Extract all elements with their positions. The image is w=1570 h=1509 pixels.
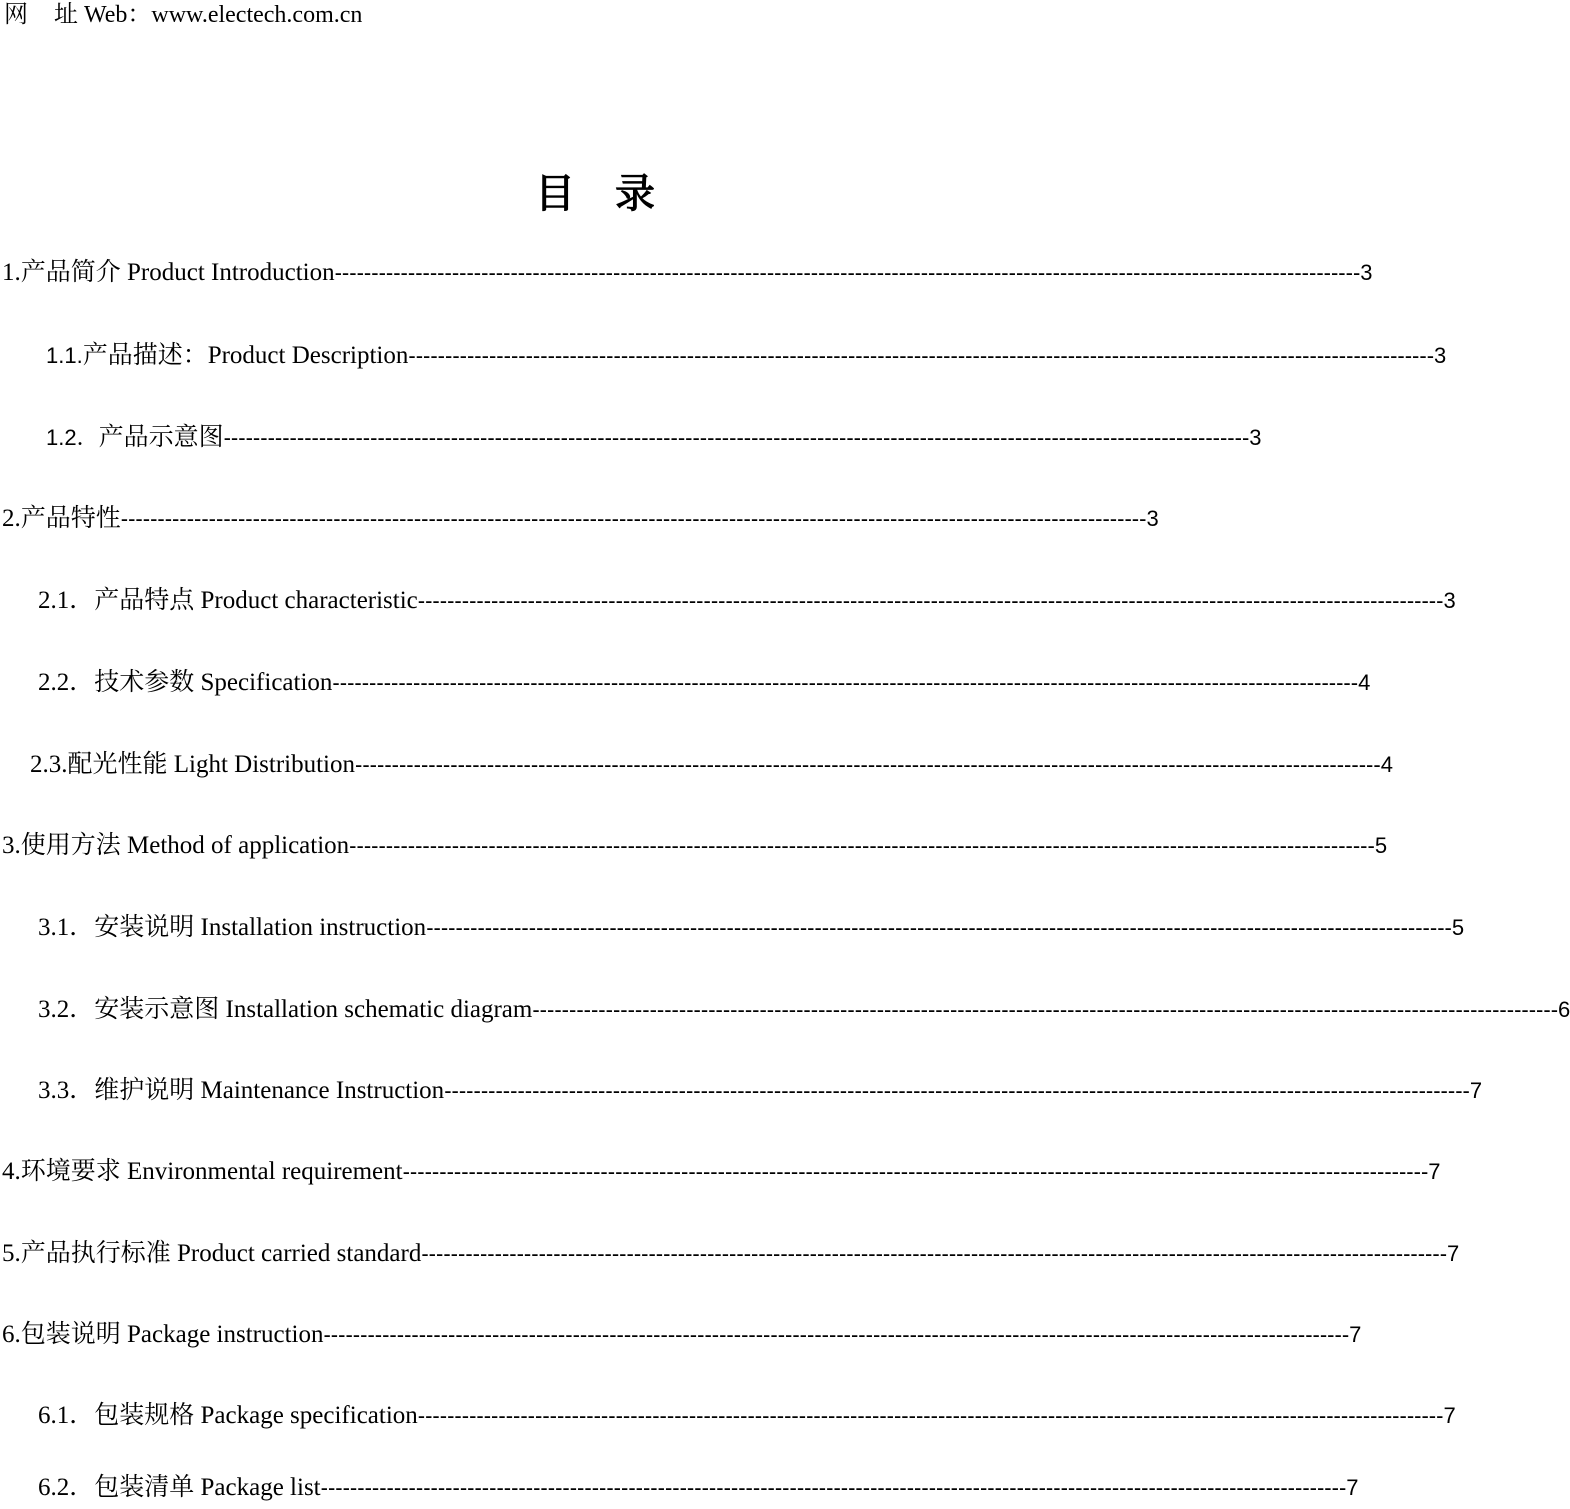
toc-dot-leader: -------------------------------------------------------------------------------------------------------------------------------------------- [323, 1322, 1350, 1347]
toc-entry[interactable] [2, 1237, 1460, 1271]
toc-entry[interactable] [46, 421, 1262, 455]
toc-entry-text: 安装示意图 Installation schematic diagram [94, 996, 533, 1023]
toc-dot-leader: -------------------------------------------------------------------------------------------------------------------------------------------- [223, 425, 1250, 450]
toc-entry-number: 1.2． [46, 425, 99, 450]
toc-entry-number: 2.2． [38, 669, 95, 696]
toc-entry-page: 3 [1360, 260, 1373, 285]
toc-dot-leader: -------------------------------------------------------------------------------------------------------------------------------------------- [408, 343, 1435, 368]
toc-dot-leader: -------------------------------------------------------------------------------------------------------------------------------------------- [334, 260, 1361, 285]
toc-entry-text: 产品示意图 [98, 424, 224, 451]
toc-dot-leader: -------------------------------------------------------------------------------------------------------------------------------------------- [421, 1241, 1448, 1266]
toc-entry-number: 6. [2, 1321, 21, 1348]
toc-entry[interactable] [38, 911, 1465, 945]
toc-entry[interactable] [38, 1399, 1456, 1433]
toc-dot-leader: -------------------------------------------------------------------------------------------------------------------------------------------- [355, 752, 1381, 777]
toc-entry-number: 6.1． [38, 1402, 95, 1429]
toc-entry-page: 7 [1428, 1159, 1441, 1184]
toc-dot-leader: -------------------------------------------------------------------------------------------------------------------------------------------- [444, 1078, 1470, 1103]
toc-entry-page: 4 [1380, 752, 1393, 777]
toc-entry[interactable] [2, 1155, 1441, 1189]
toc-entry-page: 7 [1349, 1322, 1362, 1347]
toc-entry-text: 产品执行标准 Product carried standard [20, 1240, 422, 1267]
toc-entry-text: 使用方法 Method of application [20, 832, 350, 859]
toc-entry[interactable] [2, 1318, 1362, 1352]
toc-dot-leader: -------------------------------------------------------------------------------------------------------------------------------------------- [417, 588, 1444, 613]
toc-entry[interactable] [2, 256, 1373, 290]
toc-entry-number: 3.2． [38, 996, 95, 1023]
toc-entry-text: 包装说明 Package instruction [20, 1321, 324, 1348]
toc-entry-page: 3 [1146, 506, 1159, 531]
toc-entry-number: 1.1. [46, 343, 83, 368]
toc-entry-text: 维护说明 Maintenance Instruction [94, 1077, 445, 1104]
toc-entry-page: 7 [1443, 1403, 1456, 1428]
toc-entry[interactable] [38, 666, 1371, 700]
toc-dot-leader: -------------------------------------------------------------------------------------------------------------------------------------------- [417, 1403, 1444, 1428]
toc-entry-text: 产品描述：Product Description [82, 342, 409, 369]
toc-dot-leader: -------------------------------------------------------------------------------------------------------------------------------------------- [120, 506, 1147, 531]
toc-entry-text: 技术参数 Specification [94, 669, 333, 696]
toc-entry-page: 4 [1358, 670, 1371, 695]
toc-entry-page: 6 [1558, 997, 1570, 1022]
website-label-part1: 网 [4, 2, 28, 28]
toc-entry-number: 6.2． [38, 1474, 95, 1501]
toc-entry-page: 5 [1374, 833, 1388, 858]
toc-entry[interactable] [38, 993, 1570, 1027]
toc-dot-leader: -------------------------------------------------------------------------------------------------------------------------------------------- [426, 915, 1452, 940]
toc-entry-number: 3.3． [38, 1077, 95, 1104]
toc-entry-text: 配光性能 Light Distribution [67, 751, 356, 778]
toc-dot-leader: -------------------------------------------------------------------------------------------------------------------------------------------- [349, 833, 1375, 858]
toc-entry-page: 7 [1447, 1241, 1460, 1266]
toc-entry-number: 3. [2, 832, 21, 859]
toc-entry-page: 7 [1469, 1078, 1483, 1103]
toc-entry-number: 3.1． [38, 914, 95, 941]
toc-dot-leader: -------------------------------------------------------------------------------------------------------------------------------------------- [532, 997, 1559, 1022]
toc-entry-number: 4. [2, 1158, 21, 1185]
toc-entry[interactable] [46, 339, 1447, 373]
toc-entry[interactable] [2, 829, 1388, 863]
toc-entry-number: 2.1． [38, 587, 95, 614]
toc-entry[interactable] [2, 502, 1159, 536]
toc-entry-number: 2. [2, 505, 21, 532]
toc-title-char1: 目 [535, 171, 575, 217]
toc-dot-leader: -------------------------------------------------------------------------------------------------------------------------------------------- [320, 1475, 1347, 1500]
toc-entry-text: 产品特性 [20, 505, 121, 532]
toc-dot-leader: -------------------------------------------------------------------------------------------------------------------------------------------- [402, 1159, 1429, 1184]
toc-title-char2: 录 [615, 171, 655, 217]
toc-entry-page: 5 [1451, 915, 1465, 940]
toc-entry-text: 包装清单 Package list [94, 1474, 321, 1501]
website-label-part2: 址 Web：www.electech.com.cn [54, 2, 363, 28]
toc-entry-number: 2.3. [30, 751, 68, 778]
toc-entry-page: 7 [1346, 1475, 1359, 1500]
toc-entry-page: 3 [1434, 343, 1447, 368]
toc-entry-text: 产品特点 Product characteristic [94, 587, 418, 614]
toc-entry[interactable] [38, 1471, 1359, 1505]
toc-dot-leader: -------------------------------------------------------------------------------------------------------------------------------------------- [332, 670, 1359, 695]
toc-entry-text: 包装规格 Package specification [94, 1402, 418, 1429]
toc-entry-text: 安装说明 Installation instruction [94, 914, 427, 941]
toc-entry-text: 产品简介 Product Introduction [20, 259, 335, 286]
toc-entry-number: 5. [2, 1240, 21, 1267]
toc-entry[interactable] [38, 584, 1456, 618]
toc-entry-page: 3 [1249, 425, 1262, 450]
toc-entry[interactable] [38, 1074, 1483, 1108]
toc-entry[interactable] [30, 748, 1393, 782]
toc-entry-page: 3 [1443, 588, 1456, 613]
toc-entry-text: 环境要求 Environmental requirement [20, 1158, 403, 1185]
toc-entry-number: 1. [2, 259, 21, 286]
